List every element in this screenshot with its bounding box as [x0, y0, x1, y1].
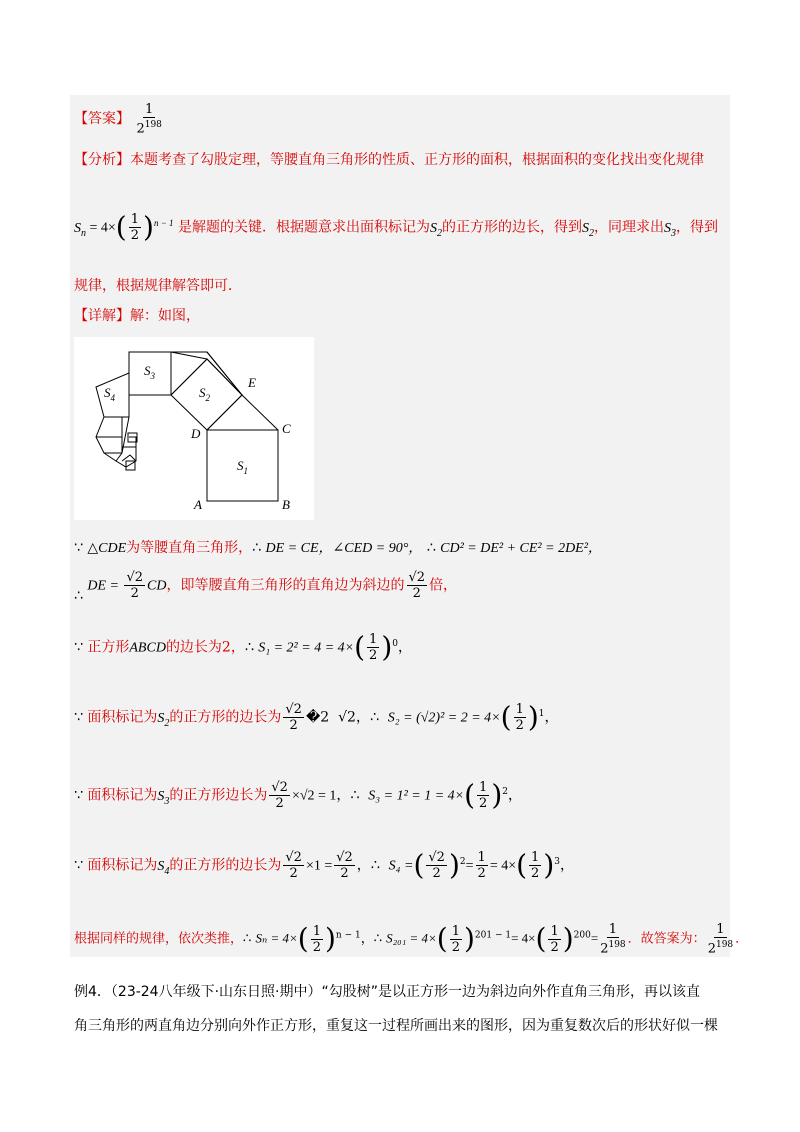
step-line-1: ∵ △CDE为等腰直角三角形，∴ DE = CE，∠CED = 90°， ∴ CD² = DE² + CE² = 2DE²，: [74, 540, 602, 556]
half-fraction: $\frac{1}{2}$: [130, 212, 140, 243]
label-s3: $S_3$: [144, 363, 155, 381]
answer-line: [74, 102, 164, 136]
example-line-1: 例4．（23-24八年级下·山东日照·期中）“勾股树”是以正方形一边为斜边向外作直角三角形，再以该直: [74, 984, 700, 1000]
label-e: E: [248, 375, 256, 390]
pythagoras-tree-figure: [74, 337, 314, 520]
label-s1: $S_1$: [237, 458, 248, 476]
label-d: D: [191, 426, 201, 441]
step-line-3: ∵ 正方形ABCD的边长为2，∴ S₁ = 2² = 4 = 4×( $\frac{1}{2}$ )$^0$，: [74, 630, 412, 664]
answer-label: 【答案】: [74, 111, 130, 128]
analysis-label: 【分析】: [74, 152, 130, 168]
step-line-6: ∵ 面积标记为$S_4$的正方形的边长为 $\frac{√2}{2}$ ×1 = $\frac{√2}{2}$ ，∴ S₄ =( $\frac{√2}{2}$ )$^2$= $\frac{1}{2}$ = 4×( $\frac{1}{2}$ )$^3$，: [74, 848, 574, 882]
step-line-4: ∵ 面积标记为$S_2$的正方形的边长为 $\frac{√2}{2}$ �2 √2，∴ S₂ = (√2)² = 2 = 4×( $\frac{1}{2}$ )$^1$，: [74, 700, 559, 734]
example-line-2: 角三角形的两直角边分别向外作正方形，重复这一过程所画出来的图形，因为重复数次后的形状好似一棵: [74, 1018, 718, 1034]
label-s2: $S_2$: [199, 385, 210, 403]
label-s4: $S_4$: [104, 385, 115, 403]
analysis-line-1: 【分析】本题考查了勾股定理，等腰直角三角形的性质、正方形的面积，根据面积的变化找出变化规律: [74, 152, 704, 168]
label-b: B: [282, 497, 290, 512]
label-a: A: [194, 497, 202, 512]
answer-fraction: $\frac{1}{2^{198}}$: [136, 102, 162, 137]
detail-line: 【详解】解：如图，: [74, 308, 200, 324]
step-line-2: ∴ DE = $\frac{√2}{2}$ CD，即等腰直角三角形的直角边为斜边的 $\frac{√2}{2}$ 倍，: [74, 570, 458, 604]
label-c: C: [282, 421, 291, 436]
step-line-7: 根据同样的规律，依次类推，∴ Sₙ = 4×( $\frac{1}{2}$ )$^{n - 1}$，∴ S₂₀₁ = 4×( $\frac{1}{2}$ )$^{201 - 1}$= 4×( $\frac{1}{2}$ )$^{200}$= $\frac{1}{2^{198}}$ ．故答案为： $\frac{1}{2^{198}}$ ．: [74, 922, 749, 957]
analysis-line-3: 规律，根据规律解答即可．: [74, 278, 242, 294]
detail-label: 【详解】: [74, 308, 130, 324]
analysis-line-2: $S_n = 4\times$( $\frac{1}{2}$ )$^{n - 1}$ 是解题的关键．根据题意求出面积标记为$S_2$的正方形的边长，得到$S_2$，同理求出$S_3$，得到: [74, 210, 718, 244]
step-line-5: ∵ 面积标记为$S_3$的正方形边长为 $\frac{√2}{2}$ ×√2 = 1，∴ S₃ = 1² = 1 = 4×( $\frac{1}{2}$ )$^2$，: [74, 778, 522, 812]
